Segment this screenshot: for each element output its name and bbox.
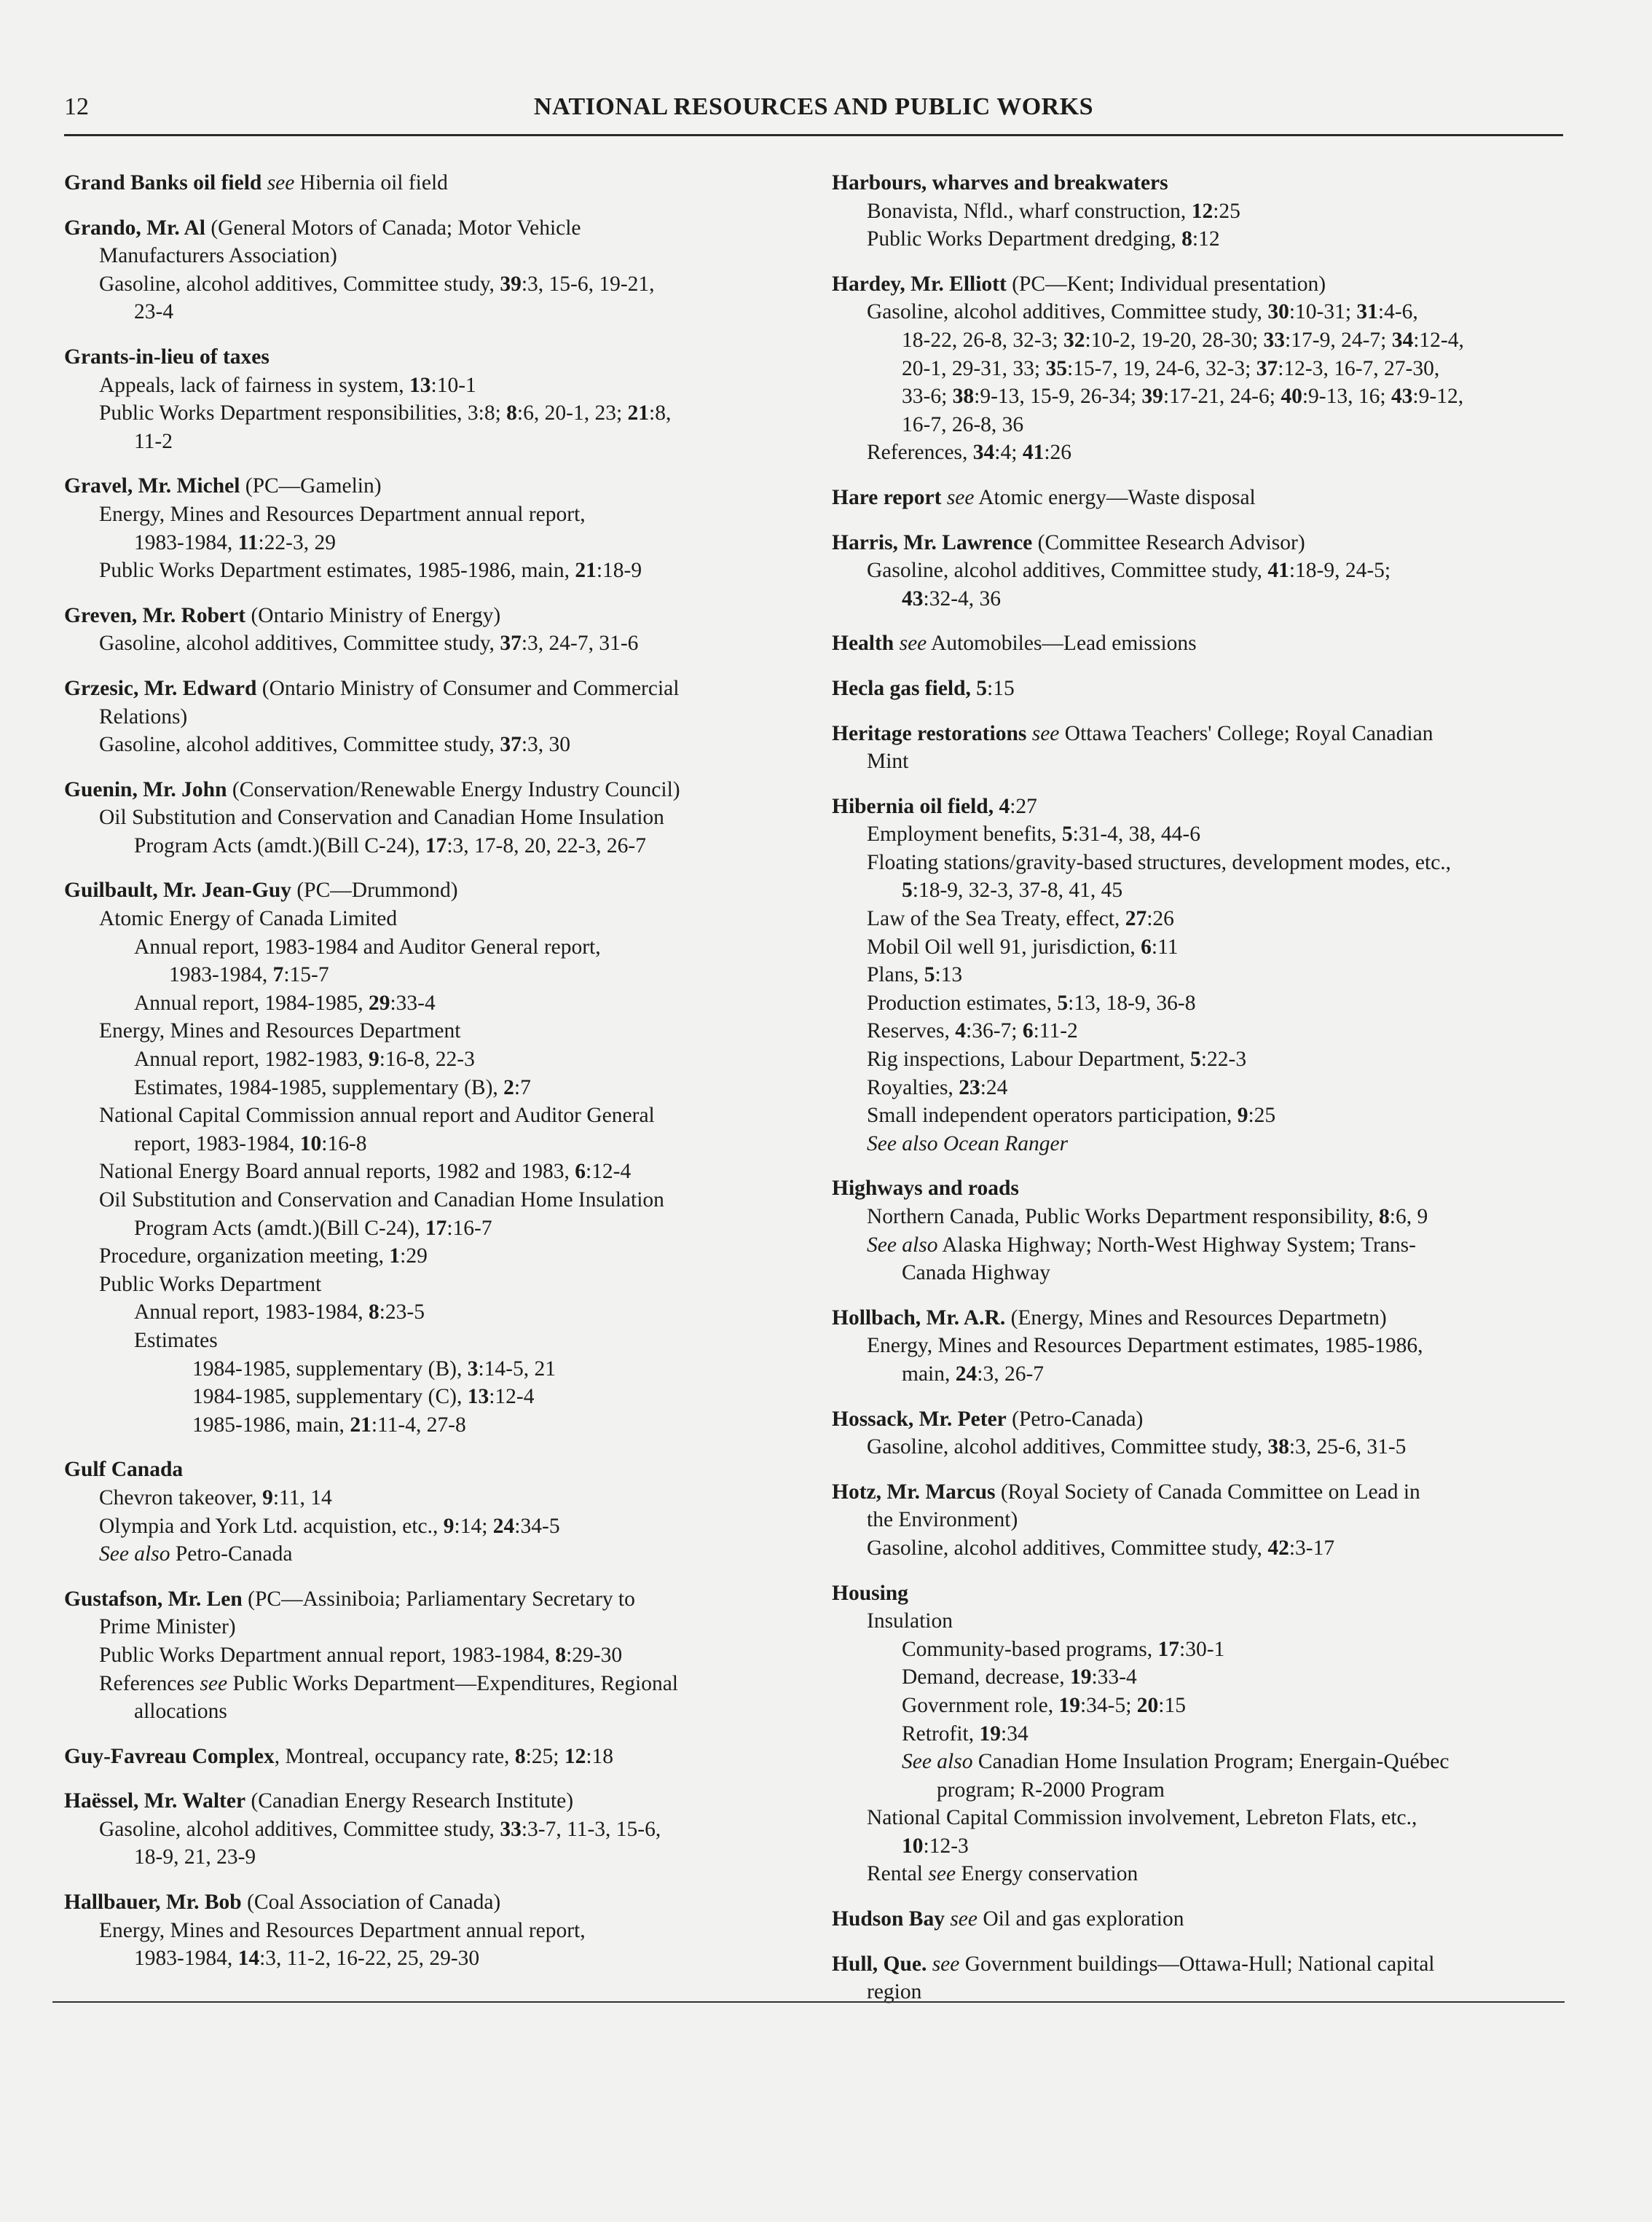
index-subentry: Energy, Mines and Resources Department [99,1019,461,1043]
index-subentry: Annual report, 1983-1984 and Auditor General report, [134,935,601,959]
index-subentry: Energy, Mines and Resources Department annual report, [99,1918,586,1942]
index-heading: Hollbach, Mr. A.R. (Energy, Mines and Resources Departmetn) [832,1306,1387,1330]
index-heading: Harris, Mr. Lawrence (Committee Research Advisor) [832,530,1305,554]
index-heading: Hecla gas field, 5:15 [832,676,1015,700]
index-heading: Hudson Bay see Oil and gas exploration [832,1907,1184,1931]
index-entry [832,1579,1568,1889]
index-entry [832,675,1568,703]
index-subentry: 11-2 [134,429,173,453]
index-subentry: 18-22, 26-8, 32-3; 32:10-2, 19-20, 28-30; 33:17-9, 24-7; 34:12-4, [902,328,1464,352]
index-heading: Grand Banks oil field see Hibernia oil field [64,171,448,195]
index-subentry: Annual report, 1983-1984, 8:23-5 [134,1300,425,1324]
index-subentry: Gasoline, alcohol additives, Committee study, 30:10-31; 31:4-6, [867,300,1418,324]
index-heading: Heritage restorations see Ottawa Teachers' College; Royal Canadian [832,721,1433,745]
index-subentry: See also Alaska Highway; North-West Highway System; Trans- [867,1233,1416,1257]
index-heading: Hallbauer, Mr. Bob (Coal Association of Canada) [64,1891,501,1915]
index-heading: Greven, Mr. Robert (Ontario Ministry of Energy) [64,603,501,627]
index-subentry: Appeals, lack of fairness in system, 13:10-1 [99,373,476,397]
page-number: 12 [64,93,89,120]
index-subentry: Gasoline, alcohol additives, Committee study, 38:3, 25-6, 31-5 [867,1435,1407,1459]
index-subentry: Insulation [867,1609,953,1633]
index-subentry: References see Public Works Department—Expenditures, Regional [99,1671,679,1695]
index-subentry: Bonavista, Nfld., wharf construction, 12:25 [867,199,1240,223]
index-subentry: Employment benefits, 5:31-4, 38, 44-6 [867,823,1200,847]
index-heading: Gulf Canada [64,1458,184,1482]
index-entry [64,343,822,455]
index-heading: Guenin, Mr. John (Conservation/Renewable Energy Industry Council) [64,777,680,801]
index-subentry: Rental see Energy conservation [867,1862,1138,1886]
index-subentry: the Environment) [867,1508,1018,1532]
index-heading: Hare report see Atomic energy—Waste disposal [832,485,1256,509]
index-subentry: Public Works Department annual report, 1983-1984, 8:29-30 [99,1643,623,1667]
running-title: NATIONAL RESOURCES AND PUBLIC WORKS [533,93,1094,120]
index-subentry: Gasoline, alcohol additives, Committee study, 41:18-9, 24-5; [867,559,1391,583]
index-entry [64,214,822,326]
index-subentry: 33-6; 38:9-13, 15-9, 26-34; 39:17-21, 24-6; 40:9-13, 16; 43:9-12, [902,385,1464,409]
index-entry [64,169,822,197]
index-subentry: Oil Substitution and Conservation and Canadian Home Insulation [99,806,664,830]
index-entry [832,1304,1568,1389]
index-subentry: See also Canadian Home Insulation Program; Energain-Québec [902,1750,1450,1774]
index-heading: Hardey, Mr. Elliott (PC—Kent; Individual presentation) [832,272,1326,296]
index-subentry: Gasoline, alcohol additives, Committee study, 39:3, 15-6, 19-21, [99,272,655,296]
index-subentry: National Capital Commission involvement, Lebreton Flats, etc., [867,1806,1417,1830]
index-subentry: National Capital Commission annual report and Auditor General [99,1104,655,1128]
index-column-left [64,169,822,1990]
index-heading: Hull, Que. see Government buildings—Ottawa-Hull; National capital [832,1952,1435,1976]
index-heading: Grzesic, Mr. Edward (Ontario Ministry of Consumer and Commercial [64,676,680,700]
index-heading: Guy-Favreau Complex, Montreal, occupancy rate, 8:25; 12:18 [64,1744,614,1768]
index-heading: Grants-in-lieu of taxes [64,345,270,369]
index-entry [64,876,822,1439]
index-subentry: 10:12-3 [902,1834,969,1858]
index-entry [64,776,822,860]
index-subentry: Public Works Department [99,1272,322,1296]
index-subentry: Reserves, 4:36-7; 6:11-2 [867,1019,1078,1043]
index-subentry: Small independent operators participation, 9:25 [867,1104,1276,1128]
index-subentry: Gasoline, alcohol additives, Committee study, 42:3-17 [867,1536,1335,1560]
index-subentry: See also Ocean Ranger [867,1131,1069,1155]
index-subentry: Annual report, 1984-1985, 29:33-4 [134,991,436,1015]
index-entry [64,675,822,759]
index-entry [832,629,1568,658]
index-subentry: Production estimates, 5:13, 18-9, 36-8 [867,991,1196,1015]
index-subentry: report, 1983-1984, 10:16-8 [134,1131,367,1155]
index-subentry: Program Acts (amdt.)(Bill C-24), 17:16-7 [134,1216,492,1240]
index-subentry: region [867,1980,922,2004]
index-subentry: program; R-2000 Program [937,1778,1165,1802]
index-subentry: See also Petro-Canada [99,1542,293,1566]
index-entry [832,1478,1568,1563]
index-subentry: 5:18-9, 32-3, 37-8, 41, 45 [902,879,1123,903]
index-subentry: Olympia and York Ltd. acquistion, etc., 9:14; 24:34-5 [99,1514,560,1538]
index-heading: Health see Automobiles—Lead emissions [832,632,1197,656]
index-subentry: 1984-1985, supplementary (C), 13:12-4 [192,1385,535,1409]
index-subentry: Gasoline, alcohol additives, Committee study, 37:3, 30 [99,733,571,757]
index-subentry: Public Works Department estimates, 1985-1986, main, 21:18-9 [99,559,642,583]
index-entry [64,1456,822,1568]
index-heading: Haëssel, Mr. Walter (Canadian Energy Research Institute) [64,1789,574,1813]
index-entry [832,484,1568,512]
index-subentry: main, 24:3, 26-7 [902,1362,1045,1386]
index-subentry: 16-7, 26-8, 36 [902,412,1024,436]
index-subentry: Community-based programs, 17:30-1 [902,1637,1225,1661]
index-subentry: 1983-1984, 14:3, 11-2, 16-22, 25, 29-30 [134,1947,480,1971]
index-entry [832,1405,1568,1461]
index-subentry: Annual report, 1982-1983, 9:16-8, 22-3 [134,1048,475,1072]
index-subentry: 18-9, 21, 23-9 [134,1845,256,1869]
index-subentry: Prime Minister) [99,1615,236,1639]
index-entry [64,602,822,658]
index-heading: Hossack, Mr. Peter (Petro-Canada) [832,1407,1144,1431]
index-heading: Hibernia oil field, 4:27 [832,794,1037,818]
index-subentry: Public Works Department responsibilities, 3:8; 8:6, 20-1, 23; 21:8, [99,401,672,425]
index-subentry: Mobil Oil well 91, jurisdiction, 6:11 [867,935,1179,959]
index-subentry: Oil Substitution and Conservation and Canadian Home Insulation [99,1188,664,1212]
index-subentry: Gasoline, alcohol additives, Committee study, 37:3, 24-7, 31-6 [99,632,639,656]
index-subentry: 43:32-4, 36 [902,586,1002,611]
index-entry [832,1950,1568,2006]
index-subentry: Law of the Sea Treaty, effect, 27:26 [867,907,1174,931]
index-subentry: Energy, Mines and Resources Department estimates, 1985-1986, [867,1334,1423,1358]
index-subentry: Government role, 19:34-5; 20:15 [902,1693,1186,1717]
index-heading: Grando, Mr. Al (General Motors of Canada; Motor Vehicle [64,216,581,240]
index-subentry: Demand, decrease, 19:33-4 [902,1665,1137,1689]
index-subentry: Public Works Department dredging, 8:12 [867,227,1220,251]
index-heading: Housing [832,1581,908,1605]
index-heading: Hotz, Mr. Marcus (Royal Society of Canada Committee on Lead in [832,1480,1420,1504]
index-subentry: Atomic Energy of Canada Limited [99,907,398,931]
index-heading: Guilbault, Mr. Jean-Guy (PC—Drummond) [64,879,458,903]
index-entry [832,529,1568,613]
index-entry [832,270,1568,467]
index-subentry: 1984-1985, supplementary (B), 3:14-5, 21 [192,1357,556,1381]
index-heading: Gustafson, Mr. Len (PC—Assiniboia; Parliamentary Secretary to [64,1587,635,1611]
index-subentry: 1985-1986, main, 21:11-4, 27-8 [192,1413,466,1437]
index-subentry: Canada Highway [902,1261,1050,1285]
index-subentry: allocations [134,1700,227,1724]
index-subentry: 23-4 [134,300,174,324]
index-column-right [832,169,1568,2023]
index-heading: Highways and roads [832,1177,1019,1201]
index-subentry: Chevron takeover, 9:11, 14 [99,1485,332,1510]
index-subentry: Estimates [134,1328,218,1352]
index-entry [64,1743,822,1771]
index-subentry: National Energy Board annual reports, 1982 and 1983, 6:12-4 [99,1160,632,1184]
index-subentry: Estimates, 1984-1985, supplementary (B), 2:7 [134,1075,531,1099]
index-entry [64,1787,822,1872]
index-subentry: Floating stations/gravity-based structures, development modes, etc., [867,850,1452,874]
index-subentry: Royalties, 23:24 [867,1075,1008,1099]
index-subentry: Northern Canada, Public Works Department responsibility, 8:6, 9 [867,1205,1428,1228]
index-subentry: Gasoline, alcohol additives, Committee study, 33:3-7, 11-3, 15-6, [99,1817,661,1841]
index-entry [832,1905,1568,1934]
index-subentry: References, 34:4; 41:26 [867,441,1072,465]
index-entry [832,1174,1568,1287]
index-subentry: Manufacturers Association) [99,244,337,268]
index-subentry: 20-1, 29-31, 33; 35:15-7, 19, 24-6, 32-3; 37:12-3, 16-7, 27-30, [902,356,1440,380]
index-entry [832,793,1568,1158]
index-entry [64,472,822,584]
index-entry [64,1585,822,1726]
page-header [64,93,1563,136]
index-subentry: 1983-1984, 7:15-7 [169,963,329,987]
index-subentry: 1983-1984, 11:22-3, 29 [134,530,336,554]
index-entry [832,720,1568,776]
index-entry [832,169,1568,254]
index-subentry: Procedure, organization meeting, 1:29 [99,1244,428,1268]
index-heading: Harbours, wharves and breakwaters [832,171,1168,195]
index-subentry: Rig inspections, Labour Department, 5:22-3 [867,1048,1247,1072]
index-subentry: Retrofit, 19:34 [902,1722,1028,1746]
index-subentry: Program Acts (amdt.)(Bill C-24), 17:3, 17-8, 20, 22-3, 26-7 [134,833,647,857]
index-entry [64,1888,822,1973]
index-subentry: Mint [867,750,909,774]
index-subentry: Plans, 5:13 [867,963,963,987]
footer-rule [52,2001,1565,2003]
index-heading: Gravel, Mr. Michel (PC—Gamelin) [64,474,382,498]
index-subentry: Relations) [99,704,188,729]
index-subentry: Energy, Mines and Resources Department annual report, [99,502,586,526]
